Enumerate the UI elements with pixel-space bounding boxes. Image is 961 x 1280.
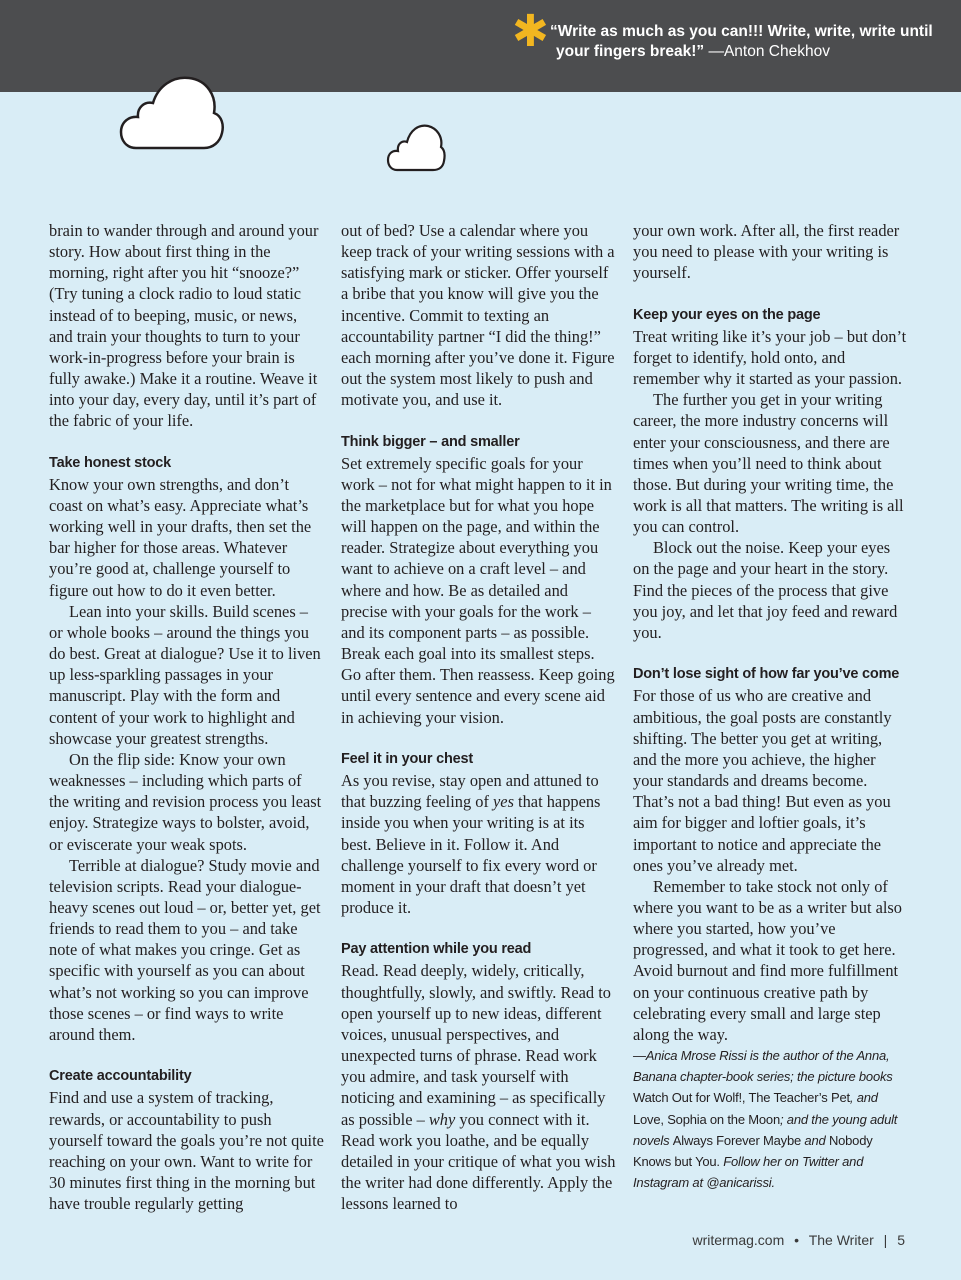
- section-heading: Feel it in your chest: [341, 750, 473, 767]
- paragraph: For those of us who are creative and ambitious, the goal posts are constantly shifting. The better you get at writing, and the more you achieve, the higher your standards and dreams become. That’s not a bad thing! But even as you aim for bigger and loftier goals, it’s important to notice and appreciate the ones you’ve already met.: [633, 686, 892, 875]
- section-heading: Pay attention while you read: [341, 941, 532, 958]
- paragraph: Block out the noise. Keep your eyes on the page and your heart in the story. Find the pieces of the process that give you joy, and let that joy feed and reward you.: [633, 538, 898, 642]
- quote-text: “Write as much as you can!!! Write, write, write until: [550, 23, 933, 40]
- paragraph: Lean into your skills. Build scenes – or whole books – around the things you do best. Great at dialogue? Use it to liven up less-sparkling passages in your manuscript. Play with the form and content of your work to highlight and showcase your greatest strengths.: [49, 601, 321, 748]
- paragraph: Set extremely specific goals for your work – not for what might happen to it in the marketplace but for what you hope will happen on the page, and within the reader. Strategize about everything you want to achieve on a craft level – and where and how. Be as detailed and precise with your goals for the work – and its component parts – as possible. Break each goal into its smallest steps. Go after them. Then reassess. Keep going until every sentence and every scene aid in achieving your vision.: [341, 453, 615, 727]
- paragraph: Remember to take stock not only of where you want to be as a writer but also where you started, how you’ve progressed, and what it took to get here. Avoid burnout and find more fulfillment on your continuous creative path by celebrating every small and large step along the way.: [633, 876, 902, 1044]
- cloud-icon: [386, 120, 446, 176]
- cloud-icon: [118, 70, 226, 156]
- paragraph: Treat writing like it’s your job – but don’t forget to identify, hold onto, and remember why it started as your passion.: [633, 326, 907, 389]
- column-2: [341, 220, 616, 1214]
- page-number: 5: [897, 1232, 905, 1248]
- column-1: [49, 220, 324, 1214]
- asterisk-icon: ✱: [512, 6, 549, 57]
- paragraph: Know your own strengths, and don’t coast on what’s easy. Appreciate what’s working well in your drafts, then set the bar higher for those areas. Whatever you’re good at, challenge yourself to figure out how to do it even better.: [49, 474, 312, 600]
- section-heading: Keep your eyes on the page: [633, 306, 821, 323]
- footer-bullet: •: [794, 1232, 800, 1248]
- quote-attribution: —Anton Chekhov: [704, 43, 830, 60]
- footer-site: writermag.com: [692, 1232, 785, 1248]
- section-heading: Take honest stock: [49, 454, 172, 471]
- section-heading: Think bigger – and smaller: [341, 433, 520, 450]
- paragraph: Read. Read deeply, widely, critically, thoughtfully, slowly, and swiftly. Read to open yourself up to new ideas, different voices, unusual perspectives, and unexpected turns of phrase. Read work you admire, and task yourself with noticing and examining – as specifically as possible – why you connect with it. Read work you loathe, and be equally detailed in your critique of what you wish the writer had done differently. Apply the lessons learned to: [341, 961, 616, 1214]
- author-bio: —Anica Mrose Rissi is the author of the Anna, Banana chapter-book series; the picture books Watch Out for Wolf!, The Teacher’s Pet, and Love, Sophia on the Moon; and the young adult novels Always Forever Maybe and Nobody Knows but You. Follow her on Twitter and Instagram at @anicarissi.: [633, 1048, 898, 1190]
- paragraph: brain to wander through and around your story. How about first thing in the morning, right after you hit “snooze?” (Try tuning a clock radio to loud static instead of to beeping, music, or news, and train your thoughts to turn to your work-in-progress before your brain is fully awake.) Make it a routine. Weave it into your day, every day, until it’s part of the fabric of your life.: [49, 221, 319, 431]
- pull-quote: [550, 22, 950, 62]
- paragraph: On the flip side: Know your own weaknesses – including which parts of the writing and revision process you least enjoy. Strategize ways to bolster, avoid, or eviscerate your weak spots.: [49, 749, 322, 854]
- paragraph: Terrible at dialogue? Study movie and television scripts. Read your dialogue-heavy scenes out loud – or, better yet, get friends to read them to you – and take note of what makes you cringe. Get as specific with yourself as you can about what’s not working so you can improve those scenes – or find ways to write around them.: [49, 855, 321, 1044]
- footer-magazine: The Writer: [808, 1232, 874, 1248]
- column-3: [633, 220, 908, 1193]
- section-heading: Create accountability: [49, 1068, 192, 1085]
- paragraph: Find and use a system of tracking, rewards, or accountability to push yourself toward the goals you’re not quite reaching on your own. Want to write for 30 minutes first thing in the morning but have trouble regularly getting: [49, 1088, 324, 1214]
- paragraph: your own work. After all, the first reader you need to please with your writing is yourself.: [633, 221, 900, 283]
- footer-separator: |: [883, 1232, 888, 1248]
- paragraph: As you revise, stay open and attuned to that buzzing feeling of yes that happens inside you when your writing is at its best. Believe in it. Follow it. And challenge yourself to fix every word or moment in your draft that doesn’t yet produce it.: [341, 771, 601, 917]
- paragraph: The further you get in your writing career, the more industry concerns will enter your consciousness, and there are times when you’ll need to think about those. But during your writing time, the work is all that matters. The writing is all you can control.: [633, 390, 904, 537]
- page-footer: [692, 1232, 905, 1248]
- paragraph: out of bed? Use a calendar where you keep track of your writing sessions with a satisfying mark or sticker. Offer yourself a bribe that you know will give you the incentive. Commit to texting an accountability partner “I did the thing!” each morning after you’ve done it. Figure out the system most likely to push and motivate you, and use it.: [341, 221, 615, 410]
- section-heading: Don’t lose sight of how far you’ve come: [633, 666, 900, 683]
- quote-text-line2: your fingers break!”: [556, 43, 705, 60]
